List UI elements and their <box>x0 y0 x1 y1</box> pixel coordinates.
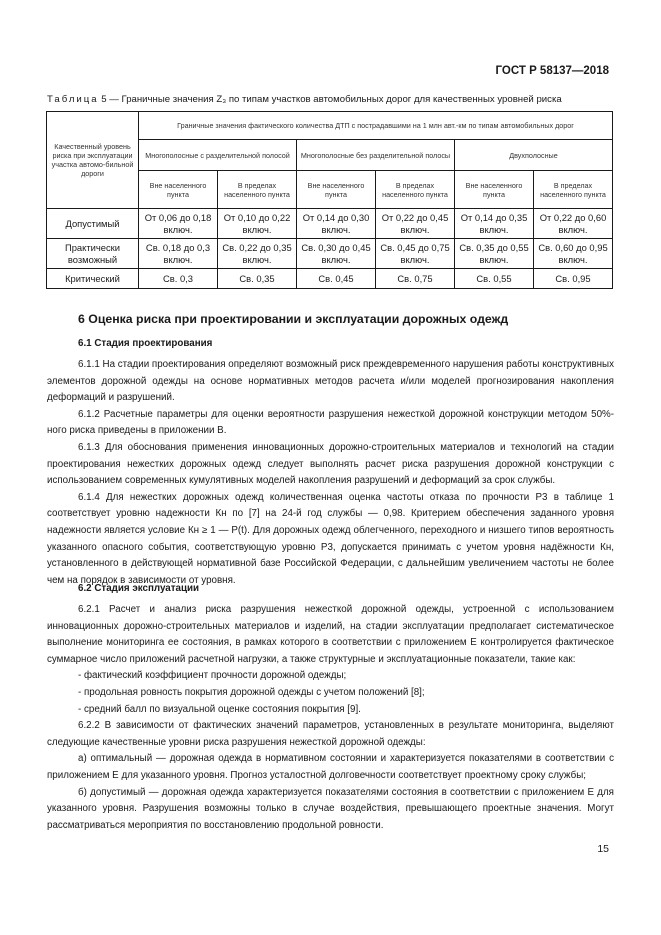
list-item: - фактический коэффициент прочности дорожной одежды; <box>78 670 347 682</box>
value-cell: Св. 0,95 <box>534 269 613 289</box>
paragraph: б) допустимый — дорожная одежда характеризуется показателями состояния в соответствии с приложением Е для указанного уровня. Разрушения возможны только в случае воздействия, превышающего проектные значения. Могут рассматриваться мероприятия по восстановлению продольной ровности. <box>47 786 614 831</box>
value-cell: Св. 0,45 <box>297 269 376 289</box>
sub-header-cell: В пределах населенного пункта <box>534 171 613 209</box>
table-caption <box>47 94 617 105</box>
sub-header-cell: Вне населенного пункта <box>139 171 218 209</box>
paragraph: 6.1.3 Для обоснования применения инновационных дорожно-строительных материалов и технологий на стадии проектирования нежестких дорожных одежд следует выполнять расчет риска разрушения дорожной конструкции с использованием современных кумулятивных моделей накопления разрушений и деформаций за срок службы. <box>47 441 614 487</box>
road-type-header: Многополосные с разделительной полосой <box>139 140 297 171</box>
page-number: 15 <box>597 843 609 855</box>
value-cell: Св. 0,45 до 0,75 включ. <box>376 239 455 269</box>
paragraph: 6.2.2 В зависимости от фактических значений параметров, установленных в результате мониторинга, выделяют следующие качественные уровни риска разрушения нежесткой дорожной одежды: <box>47 720 614 748</box>
value-cell: Св. 0,3 <box>139 269 218 289</box>
subsection-heading: 6.1 Стадия проектирования <box>78 338 213 349</box>
table-row <box>47 239 613 269</box>
sub-header-cell: Вне населенного пункта <box>297 171 376 209</box>
section-heading: 6 Оценка риска при проектировании и эксплуатации дорожных одежд <box>78 312 509 326</box>
value-cell: Св. 0,30 до 0,45 включ. <box>297 239 376 269</box>
risk-level-cell: Практически возможный <box>47 239 139 269</box>
standard-number: ГОСТ Р 58137—2018 <box>495 65 609 77</box>
table-caption-label: Таблица <box>47 94 99 105</box>
subsection-heading: 6.2 Стадия эксплуатации <box>78 583 200 594</box>
value-cell: Св. 0,35 до 0,55 включ. <box>455 239 534 269</box>
value-cell: От 0,22 до 0,45 включ. <box>376 209 455 239</box>
value-cell: Св. 0,55 <box>455 269 534 289</box>
value-cell: От 0,14 до 0,35 включ. <box>455 209 534 239</box>
value-cell: Св. 0,35 <box>218 269 297 289</box>
list-item: - продольная ровность покрытия дорожной одежды с учетом положений [8]; <box>78 686 425 698</box>
section-6-1-body <box>47 357 614 589</box>
sub-header-cell: Вне населенного пункта <box>455 171 534 209</box>
value-cell: От 0,06 до 0,18 включ. <box>139 209 218 239</box>
value-cell: От 0,14 до 0,30 включ. <box>297 209 376 239</box>
value-cell: От 0,22 до 0,60 включ. <box>534 209 613 239</box>
value-cell: Св. 0,75 <box>376 269 455 289</box>
risk-level-cell: Допустимый <box>47 209 139 239</box>
table-row <box>47 269 613 289</box>
risk-threshold-table <box>46 111 613 289</box>
row-header-cell: Качественный уровень риска при эксплуатации участка автомо-бильной дороги <box>47 112 139 209</box>
road-type-header: Многополосные без разделительной полосы <box>297 140 455 171</box>
paragraph: 6.2.1 Расчет и анализ риска разрушения нежесткой дорожной одежды, устроенной с использованием инновационных дорожно-строительных материалов и изделий, на стадии эксплуатации предполагает систематическое выполнение мониторинга ее состояния, в рамках которого в соответствии с приложением Е контролируется фактическое суммарное число приложений расчетной нагрузки, а также структурные и эксплуатационные показатели, такие как: <box>47 604 614 665</box>
value-cell: Св. 0,18 до 0,3 включ. <box>139 239 218 269</box>
value-cell: От 0,10 до 0,22 включ. <box>218 209 297 239</box>
paragraph: 6.1.2 Расчетные параметры для оценки вероятности разрушения нежесткой дорожной конструкции методом 50%-ного риска приведены в приложении В. <box>47 408 614 437</box>
sub-header-cell: В пределах населенного пункта <box>218 171 297 209</box>
table-caption-text: 5 — Граничные значения Z₃ по типам участков автомобильных дорог для качественных уровней риска <box>98 94 562 105</box>
paragraph: 6.1.4 Для нежестких дорожных одежд количественная оценка частоты отказа по прочности Р3 в таблице 1 соответствует уровню надежности Кн по [7] на 24-й год службы — 0,98. Критерием обеспечения заданного уровня надежности является условие Кн ≥ 1 — Р(t). Для дорожных одежд облегченного, переходного и низшего типов вероятность указанного опасного события, соответствующую уровню Р3, допускается принимать с учетом уровня надёжности Кн, установленного в действующей нормативной базе Российской Федерации, с дальнейшим увеличением частоты не более чем на порядок в зависимости от уровня. <box>47 491 614 586</box>
group-header-cell: Граничные значения фактического количества ДТП с пострадавшими на 1 млн авт.-км по типам автомобильных дорог <box>139 112 613 140</box>
sub-header-cell: В пределах населенного пункта <box>376 171 455 209</box>
paragraph: 6.1.1 На стадии проектирования определяют возможный риск преждевременного нарушения работы конструктивных элементов дорожной одежды на основе нормативных методов расчета и/или моделей прогнозирования накопления деформаций и разрушений. <box>47 359 614 404</box>
value-cell: Св. 0,60 до 0,95 включ. <box>534 239 613 269</box>
risk-level-cell: Критический <box>47 269 139 289</box>
section-6-2-body <box>47 602 614 834</box>
table-row <box>47 209 613 239</box>
value-cell: Св. 0,22 до 0,35 включ. <box>218 239 297 269</box>
paragraph: а) оптимальный — дорожная одежда в нормативном состоянии и характеризуется показателями в соответствии с приложением Е для указанного уровня. Прогноз усталостной долговечности соответствует проектному сроку службы; <box>47 753 614 781</box>
list-item: - средний балл по визуальной оценке состояния покрытия [9]. <box>78 703 361 715</box>
road-type-header: Двухполосные <box>455 140 613 171</box>
